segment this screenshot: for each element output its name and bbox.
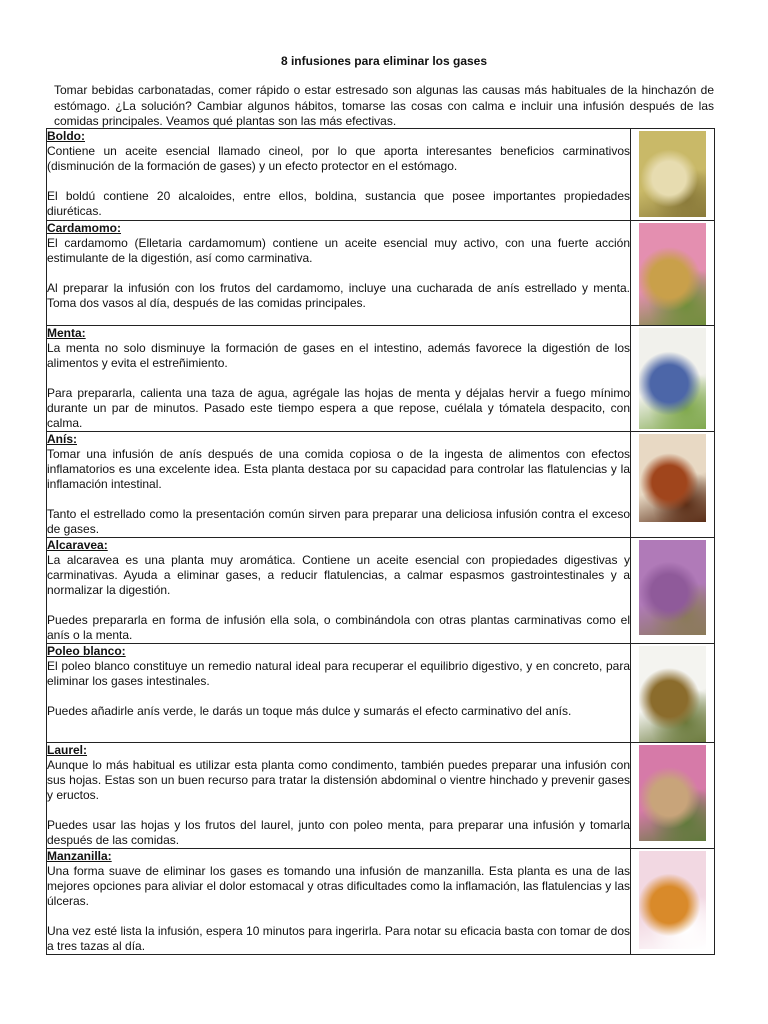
herb-name: Poleo blanco: [47,644,126,658]
herb-name: Boldo: [47,129,85,143]
herb-row-laurel [47,743,715,849]
herb-text-cell [47,644,631,743]
herb-paragraph: Tomar una infusión de anís después de una comida copiosa o de la ingesta de alimentos con efectos inflamatorios es una excelente idea. Esta planta destaca por su capacidad para controlar las flatulencias y la inflamación intestinal. [47,447,630,491]
herb-text-cell [47,221,631,326]
herb-text-cell [47,129,631,221]
herb-row-cardamomo [47,221,715,326]
herb-photo-cardamomo [639,223,706,325]
intro-paragraph: Tomar bebidas carbonatadas, comer rápido o estar estresado son algunas las causas más habituales de la hinchazón de estómago. ¿La solución? Cambiar algunos hábitos, tomarse las cosas con calma e incluir una infusión después de las comidas principales. Veamos qué plantas son las más efectivas. [54,83,714,128]
herb-image-cell [631,743,715,849]
herb-name: Menta: [47,326,86,340]
herb-paragraph: Tanto el estrellado como la presentación común sirven para preparar una deliciosa infusión contra el exceso de gases. [47,507,630,536]
herb-name: Laurel: [47,743,88,757]
herb-paragraph: Para prepararla, calienta una taza de agua, agrégale las hojas de menta y déjalas hervir a fuego mínimo durante un par de minutos. Pasado este tiempo espera a que repose, cuélala y tómatela despacito, con calma. [47,386,630,430]
document-title: 8 infusiones para eliminar los gases [280,54,488,68]
herb-name: Anís: [47,432,77,446]
herb-paragraph: La menta no solo disminuye la formación de gases en el intestino, además favorece la digestión de los alimentos y evita el estreñimiento. [47,341,630,370]
herb-photo-menta [639,328,706,429]
herb-paragraph: Puedes prepararla en forma de infusión ella sola, o combinándola con otras plantas carminativas como el anís o la menta. [47,613,630,642]
herb-paragraph: El cardamomo (Elletaria cardamomum) contiene un aceite esencial muy activo, con una fuerte acción estimulante de la digestión, así como carminativa. [47,236,630,265]
herb-text-cell [47,849,631,955]
herb-paragraph: Puedes añadirle anís verde, le darás un toque más dulce y sumarás el efecto carminativo del anís. [47,704,572,718]
herb-photo-alcaravea [639,540,706,635]
herb-image-cell [631,644,715,743]
herb-image-cell [631,538,715,644]
herb-text-cell [47,743,631,849]
herb-paragraph: Contiene un aceite esencial llamado cineol, por lo que aporta interesantes beneficios carminativos (disminución de la formación de gases) y un efecto protector en el estómago. [47,144,630,173]
herb-row-manzanilla [47,849,715,955]
herb-text-cell [47,432,631,538]
herb-paragraph: Una forma suave de eliminar los gases es tomando una infusión de manzanilla. Esta planta es una de las mejores opciones para aliviar el dolor estomacal y otras dificultades como la inflamación, las flatulencias y las úlceras. [47,864,630,908]
herb-row-alcaravea [47,538,715,644]
herb-paragraph: Aunque lo más habitual es utilizar esta planta como condimento, también puedes preparar una infusión con sus hojas. Estas son un buen recurso para tratar la distensión abdominal o vientre hinchado y prevenir gases y eructos. [47,758,630,802]
herbs-table [46,128,715,955]
herb-text-cell [47,326,631,432]
herb-paragraph: La alcaravea es una planta muy aromática. Contiene un aceite esencial con propiedades digestivas y carminativas. Ayuda a eliminar gases, a reducir flatulencias, a calmar espasmos gastrointestinales y a normalizar la digestión. [47,553,630,597]
herb-name: Alcaravea: [47,538,108,552]
herb-row-menta [47,326,715,432]
herb-paragraph: El poleo blanco constituye un remedio natural ideal para recuperar el equilibrio digestivo, y en concreto, para eliminar los gases intestinales. [47,659,630,688]
herb-row-anis [47,432,715,538]
herb-row-poleo-blanco [47,644,715,743]
herb-text-cell [47,538,631,644]
herb-image-cell [631,326,715,432]
herb-row-boldo [47,129,715,221]
herb-photo-anis [639,434,706,522]
herb-paragraph: Al preparar la infusión con los frutos del cardamomo, incluye una cucharada de anís estrellado y menta. Toma dos vasos al día, después de las comidas principales. [47,281,630,310]
herb-paragraph: El boldú contiene 20 alcaloides, entre ellos, boldina, sustancia que posee importantes propiedades diuréticas. [47,189,630,218]
herb-paragraph: Puedes usar las hojas y los frutos del laurel, junto con poleo menta, para preparar una infusión y tomarla después de las comidas. [47,818,630,847]
herb-photo-poleo-blanco [639,646,706,742]
herb-image-cell [631,129,715,221]
herb-paragraph: Una vez esté lista la infusión, espera 10 minutos para ingerirla. Para notar su eficacia basta con tomar de dos a tres tazas al día. [47,924,630,953]
herb-photo-boldo [639,131,706,217]
herb-image-cell [631,849,715,955]
herb-photo-laurel [639,745,706,841]
herb-name: Cardamomo: [47,221,122,235]
herb-name: Manzanilla: [47,849,112,863]
herb-photo-manzanilla [639,851,706,949]
herb-image-cell [631,221,715,326]
herb-image-cell [631,432,715,538]
